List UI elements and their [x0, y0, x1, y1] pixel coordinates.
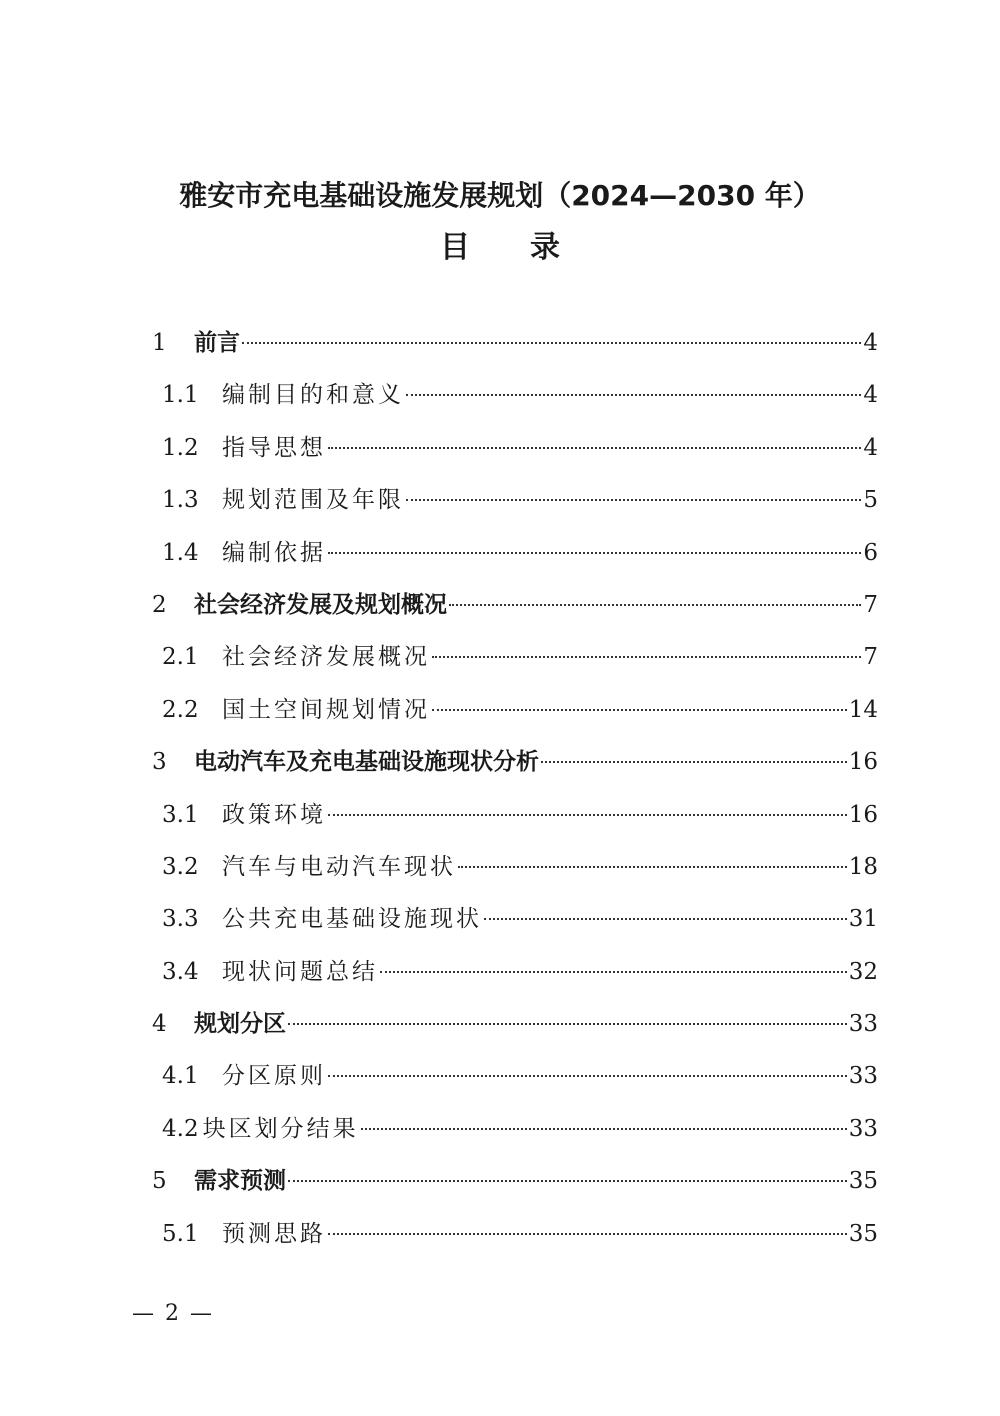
toc-entry-number: 1.2 [162, 434, 199, 461]
toc-entry-page: 31 [848, 906, 878, 933]
toc-heading-left: 目 [440, 230, 470, 265]
toc-entry-page: 35 [848, 1220, 878, 1247]
toc-leader-dots [380, 971, 847, 973]
toc-entry-number: 1.4 [162, 539, 199, 566]
toc-entry-label: 规划范围及年限 [222, 487, 404, 514]
toc-entry-label: 编制目的和意义 [222, 382, 404, 409]
toc-entry[interactable] [150, 317, 878, 369]
toc-entry-label: 指导思想 [222, 434, 326, 461]
toc-entry-page: 4 [863, 330, 878, 356]
toc-entry[interactable] [150, 789, 878, 841]
toc-entry[interactable] [150, 736, 878, 788]
toc-leader-dots [328, 447, 861, 449]
toc-entry-number: 2 [152, 591, 167, 618]
toc-entry-page: 7 [863, 644, 878, 671]
toc-leader-dots [242, 342, 861, 344]
toc-entry-label: 汽车与电动汽车现状 [222, 853, 456, 880]
toc-entry-label: 社会经济发展概况 [222, 644, 430, 671]
toc-leader-dots [406, 499, 861, 501]
toc-entry-number: 2.1 [162, 644, 199, 671]
toc-leader-dots [361, 1128, 847, 1130]
toc-leader-dots [406, 394, 861, 396]
toc-leader-dots [288, 1023, 847, 1025]
toc-entry[interactable] [150, 1208, 878, 1260]
toc-leader-dots [328, 814, 847, 816]
toc-entry-label: 规划分区 [194, 1011, 286, 1038]
toc-entry-label: 电动汽车及充电基础设施现状分析 [194, 749, 539, 776]
toc-entry[interactable] [150, 1103, 878, 1155]
toc-entry-label: 需求预测 [194, 1168, 286, 1195]
toc-entry-label: 现状问题总结 [222, 958, 378, 985]
toc-entry[interactable] [150, 527, 878, 579]
toc-leader-dots [328, 552, 861, 554]
toc-entry-page: 33 [848, 1063, 878, 1090]
toc-entry-label: 前言 [194, 330, 240, 356]
toc-entry-number: 3.4 [162, 958, 199, 985]
toc-heading-right: 录 [530, 230, 560, 265]
toc-entry-number: 3.1 [162, 801, 199, 828]
toc-entry-page: 4 [863, 382, 878, 409]
toc-entry[interactable] [150, 422, 878, 474]
toc-entry[interactable] [150, 1050, 878, 1102]
toc-entry-number: 3.2 [162, 853, 199, 880]
toc-entry-page: 35 [848, 1168, 878, 1195]
toc-entry-page: 18 [848, 853, 878, 880]
toc-entry-number: 5 [152, 1168, 167, 1195]
toc-entry[interactable] [150, 1155, 878, 1207]
toc-entry-label: 块区划分结果 [202, 1115, 359, 1142]
toc-entry-label: 国土空间规划情况 [222, 696, 430, 723]
toc-leader-dots [328, 1075, 847, 1077]
toc-entry-page: 6 [863, 539, 878, 566]
toc-leader-dots [541, 761, 847, 763]
toc-heading [0, 226, 1000, 270]
toc-entry-number: 4.2 [162, 1115, 199, 1142]
toc-entry-number: 3 [152, 749, 167, 776]
toc-entry[interactable] [150, 893, 878, 945]
toc-entry-label: 分区原则 [222, 1063, 326, 1090]
toc-entry-label: 编制依据 [222, 539, 326, 566]
toc-entry-number: 4 [152, 1011, 167, 1038]
toc-entry-number: 3.3 [162, 906, 199, 933]
toc-entry-label: 社会经济发展及规划概况 [194, 591, 447, 618]
toc-entry-page: 32 [848, 958, 878, 985]
toc-leader-dots [432, 656, 861, 658]
toc-entry-page: 14 [848, 696, 878, 723]
toc-entry-label: 预测思路 [222, 1220, 326, 1247]
toc-entry[interactable] [150, 474, 878, 526]
toc-entry-label: 公共充电基础设施现状 [222, 906, 482, 933]
toc-leader-dots [484, 918, 847, 920]
toc-entry-page: 33 [848, 1115, 878, 1142]
toc-leader-dots [458, 866, 847, 868]
toc-entry-page: 16 [848, 801, 878, 828]
toc-entry-page: 33 [848, 1011, 878, 1038]
toc-entry[interactable] [150, 369, 878, 421]
toc-leader-dots [288, 1180, 847, 1182]
toc-entry[interactable] [150, 579, 878, 631]
toc-entry[interactable] [150, 841, 878, 893]
table-of-contents [150, 317, 878, 1260]
toc-entry-number: 2.2 [162, 696, 199, 723]
toc-leader-dots [432, 709, 847, 711]
toc-entry-number: 1.1 [162, 382, 199, 409]
toc-entry-page: 5 [863, 487, 878, 514]
toc-entry-label: 政策环境 [222, 801, 326, 828]
toc-entry-page: 16 [848, 749, 878, 776]
toc-entry[interactable] [150, 998, 878, 1050]
toc-entry-page: 4 [863, 434, 878, 461]
toc-entry-number: 5.1 [162, 1220, 199, 1247]
toc-entry-number: 4.1 [162, 1063, 199, 1090]
toc-entry[interactable] [150, 631, 878, 683]
toc-leader-dots [449, 604, 861, 606]
page-number: — 2 — [132, 1301, 214, 1326]
toc-leader-dots [328, 1233, 847, 1235]
toc-entry-page: 7 [863, 591, 878, 618]
toc-entry-number: 1 [152, 330, 167, 356]
toc-entry[interactable] [150, 684, 878, 736]
toc-entry-number: 1.3 [162, 487, 199, 514]
toc-entry[interactable] [150, 946, 878, 998]
document-title: 雅安市充电基础设施发展规划（2024—2030 年） [179, 179, 821, 212]
